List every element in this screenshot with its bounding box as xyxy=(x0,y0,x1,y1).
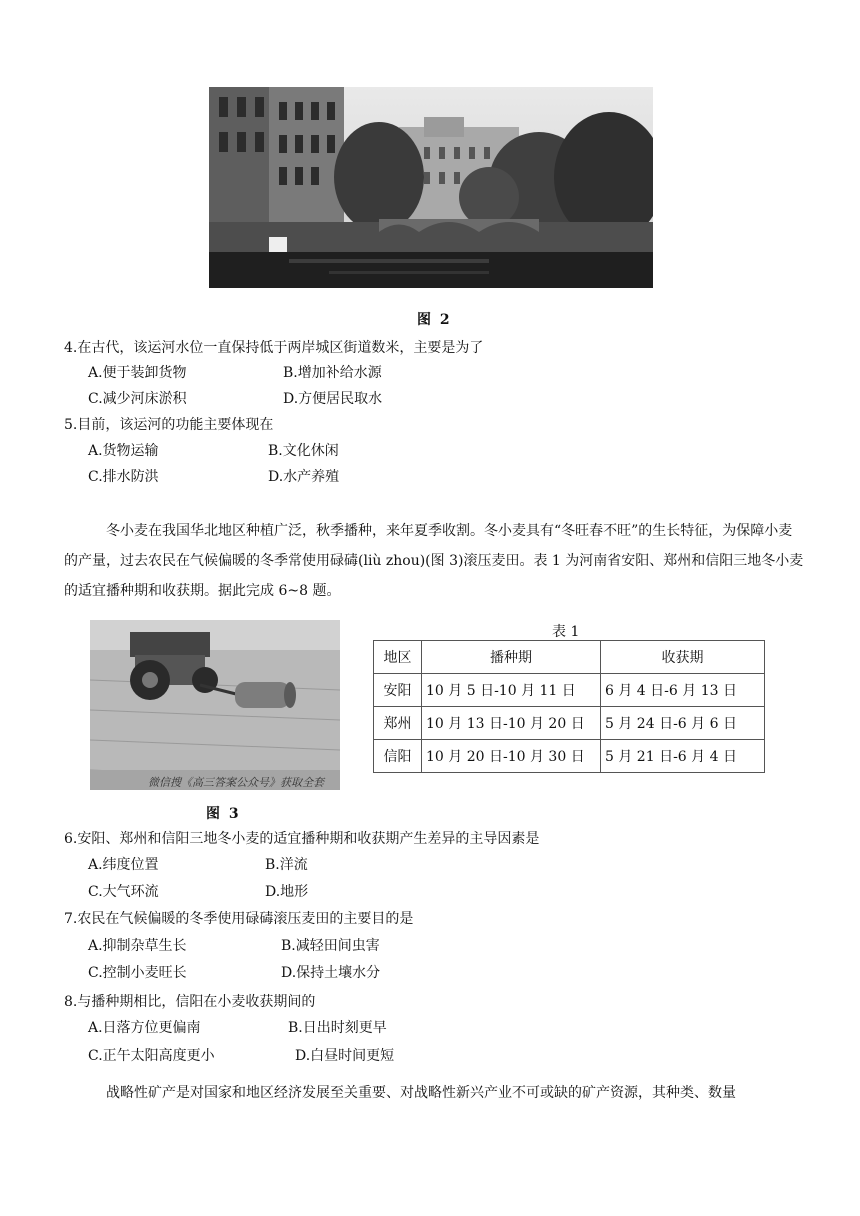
cell-region: 郑州 xyxy=(374,707,422,740)
cell-harvest: 6 月 4 日-6 月 13 日 xyxy=(601,674,765,707)
question-5-option-d: D.水产养殖 xyxy=(268,469,340,485)
question-8-option-d: D.白昼时间更短 xyxy=(295,1048,395,1064)
table-row xyxy=(374,674,765,707)
passage-minerals: 战略性矿产是对国家和地区经济发展至关重要、对战略性新兴产业不可或缺的矿产资源，其种类、数量 xyxy=(106,1085,736,1101)
passage-wheat: 冬小麦在我国华北地区种植广泛，秋季播种，来年夏季收割。冬小麦具有“冬旺春不旺”的生长特征，为保障小麦的产量，过去农民在气候偏暖的冬季常使用碌碡(liù zhou)(图 3)滚压麦田。表 1 为河南省安阳、郑州和信阳三地冬小麦的适宜播种期和收获期。据此完成 6~8 题。 xyxy=(64,523,804,599)
question-4-option-d: D.方便居民取水 xyxy=(283,391,383,407)
canal-photo xyxy=(209,87,653,288)
question-5-option-c: C.排水防洪 xyxy=(88,469,159,485)
cell-region: 信阳 xyxy=(374,740,422,773)
table-row xyxy=(374,740,765,773)
table-1-title: 表 1 xyxy=(552,624,580,640)
cell-sowing: 10 月 20 日-10 月 30 日 xyxy=(422,740,601,773)
question-8-stem: 8.与播种期相比，信阳在小麦收获期间的 xyxy=(64,994,316,1010)
question-7-option-a: A.抑制杂草生长 xyxy=(88,938,187,954)
table-row xyxy=(374,707,765,740)
question-5-option-b: B.文化休闲 xyxy=(268,443,339,459)
roller-photo xyxy=(90,620,340,790)
question-6-option-d: D.地形 xyxy=(265,884,309,900)
question-8-option-a: A.日落方位更偏南 xyxy=(88,1020,201,1036)
figure-3-caption: 图 3 xyxy=(206,806,241,822)
cell-sowing: 10 月 5 日-10 月 11 日 xyxy=(422,674,601,707)
question-4-option-c: C.减少河床淤积 xyxy=(88,391,187,407)
table-header-row xyxy=(374,641,765,674)
cell-region: 安阳 xyxy=(374,674,422,707)
question-8-option-b: B.日出时刻更早 xyxy=(288,1020,387,1036)
question-8-option-c: C.正午太阳高度更小 xyxy=(88,1048,215,1064)
table-1 xyxy=(373,640,765,773)
question-7-option-c: C.控制小麦旺长 xyxy=(88,965,187,981)
header-sowing: 播种期 xyxy=(422,641,601,674)
cell-sowing: 10 月 13 日-10 月 20 日 xyxy=(422,707,601,740)
question-6-stem: 6.安阳、郑州和信阳三地冬小麦的适宜播种期和收获期产生差异的主导因素是 xyxy=(64,831,540,847)
question-5-option-a: A.货物运输 xyxy=(88,443,159,459)
cell-harvest: 5 月 24 日-6 月 6 日 xyxy=(601,707,765,740)
question-4-option-b: B.增加补给水源 xyxy=(283,365,382,381)
question-7-stem: 7.农民在气候偏暖的冬季使用碌碡滚压麦田的主要目的是 xyxy=(64,911,414,927)
question-6-option-a: A.纬度位置 xyxy=(88,857,159,873)
question-6-option-b: B.洋流 xyxy=(265,857,308,873)
question-5-stem: 5.目前，该运河的功能主要体现在 xyxy=(64,417,274,433)
header-region: 地区 xyxy=(374,641,422,674)
header-harvest: 收获期 xyxy=(601,641,765,674)
question-7-option-b: B.减轻田间虫害 xyxy=(281,938,380,954)
cell-harvest: 5 月 21 日-6 月 4 日 xyxy=(601,740,765,773)
figure-2-caption: 图 2 xyxy=(417,312,452,328)
question-7-option-d: D.保持土壤水分 xyxy=(281,965,381,981)
question-4-stem: 4.在古代，该运河水位一直保持低于两岸城区街道数米，主要是为了 xyxy=(64,340,484,356)
question-4-option-a: A.便于装卸货物 xyxy=(88,365,187,381)
question-6-option-c: C.大气环流 xyxy=(88,884,159,900)
photo-watermark: 微信搜《高三答案公众号》获取全套 xyxy=(148,776,324,789)
